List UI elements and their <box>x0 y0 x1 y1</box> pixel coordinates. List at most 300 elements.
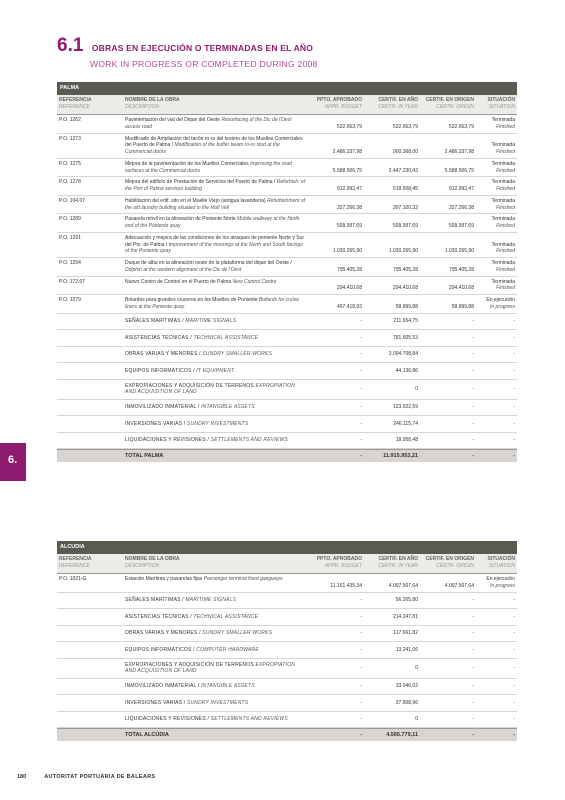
summary-es: ASISTENCIAS TÉCNICAS <box>125 334 189 341</box>
situation-en: Finished <box>496 266 515 273</box>
cert-year-value: 518.508,45 <box>392 186 418 192</box>
summary-budget: - <box>360 318 362 325</box>
row-situation <box>476 214 517 232</box>
table-row <box>57 277 517 296</box>
total-cert-origin: - <box>472 732 474 738</box>
region-bar: PALMA <box>57 82 517 95</box>
summary-cert-year: 214.247,81 <box>392 613 418 620</box>
summary-es: EQUIPOS INFORMÁTICOS <box>125 367 192 374</box>
row-desc-es: Bolardos para grandes cruceros en los Muelles de Poniente <box>125 297 258 303</box>
col-name <box>123 95 308 114</box>
summary-es: INVERSIONES VARIAS <box>125 420 183 427</box>
summary-cert-origin: - <box>472 630 474 637</box>
summary-description: INVERSIONES VARIAS / SUNDRY INVESTMENTS <box>125 420 249 427</box>
summary-description: OBRAS VARIAS Y MENORES / SUNDRY SMALLER WORKS <box>125 351 273 358</box>
cert-year-value: 4.097.507,64 <box>388 582 418 589</box>
page-footer <box>17 774 155 780</box>
row-budget <box>308 134 364 158</box>
row-ref: P.O. 1262 <box>59 117 81 123</box>
summary-ref-spacer <box>57 701 123 705</box>
row-budget <box>308 233 364 257</box>
summary-situation: - <box>513 437 515 444</box>
budget-value: 327.266,38 <box>336 204 362 211</box>
summary-budget: - <box>360 351 362 358</box>
col-ref-es: REFERENCIA <box>59 97 92 103</box>
summary-en: COMPUTER HARDWARE <box>196 646 259 653</box>
summary-en: SETTLEMENTS AND REVIEWS <box>210 437 288 444</box>
total-row <box>57 449 517 462</box>
budget-value: 509.997,69 <box>336 223 362 229</box>
summary-cert-origin: - <box>472 646 474 653</box>
table-row <box>57 258 517 277</box>
row-description <box>123 134 308 158</box>
row-cert-origin <box>420 177 476 195</box>
col-sit <box>476 95 517 114</box>
summary-ref-spacer <box>57 684 123 688</box>
summary-cert-origin: - <box>472 351 474 358</box>
summary-description <box>123 660 308 676</box>
summary-es: SEÑALES MARÍTIMAS <box>125 318 181 325</box>
row-budget <box>308 196 364 214</box>
table-row <box>57 159 517 178</box>
summary-row <box>57 642 517 659</box>
summary-ref-spacer <box>57 615 123 619</box>
row-desc-en: Refurbish. of the Port of Palma services building <box>125 179 306 192</box>
table-row <box>57 574 517 593</box>
budget-value: 11.161.435,34 <box>330 582 362 589</box>
row-desc-en: Modification of the buffer beam ro-ro stud at the Commercial docks <box>125 142 280 155</box>
row-ref: P.O. 1278 <box>59 179 81 186</box>
summary-situation: - <box>513 351 515 358</box>
row-cert-year <box>364 196 420 214</box>
summary-ref-spacer <box>57 422 123 426</box>
summary-cert-year: 44.136,86 <box>395 367 418 374</box>
summary-budget: - <box>360 437 362 444</box>
col-name <box>123 554 308 573</box>
summary-es: LIQUIDACIONES Y REVISIONES <box>125 716 206 723</box>
row-cert-origin <box>420 115 476 133</box>
row-desc-en: New Control Centre <box>232 278 277 285</box>
summary-cert-year: 246.115,74 <box>393 420 418 427</box>
row-ref: P.O. 104.07 <box>59 197 86 204</box>
summary-description <box>123 381 308 397</box>
section-number: 6.1 <box>57 35 84 56</box>
summary-es: INMOVILIZADO INMATERIAL <box>125 683 197 690</box>
total-row <box>57 728 517 741</box>
summary-en: EXPROPIATION AND ACQUISITION OF LAND <box>125 383 296 395</box>
summary-cert-year: 781.605,53 <box>392 334 418 341</box>
summary-situation: - <box>513 420 515 427</box>
summary-budget: - <box>360 646 362 653</box>
summary-es: EQUIPOS INFORMÁTICOS <box>125 646 192 653</box>
col-budget-en: APPR. BUDGET <box>324 103 362 110</box>
situation-en: Finished <box>496 149 515 155</box>
col-ref <box>57 554 123 573</box>
row-situation <box>476 277 517 295</box>
summary-budget: - <box>360 716 362 723</box>
col-budget <box>308 554 364 573</box>
column-header <box>57 95 517 115</box>
summary-es: EXPROPIACIONES Y ADQUISICIÓN DE TERRENOS <box>125 383 254 389</box>
row-budget <box>308 159 364 177</box>
cert-year-value: 307.100,32 <box>392 204 418 211</box>
summary-situation: - <box>513 665 515 671</box>
budget-value: 294.410,68 <box>336 285 362 292</box>
row-desc-en: Dolphin at the western alignment of the Dic de l'Oest <box>125 266 242 273</box>
row-budget <box>308 177 364 195</box>
row-ref: P.O. 1294 <box>59 260 81 266</box>
summary-row <box>57 380 517 400</box>
cert-origin-value: 532.663,79 <box>448 123 474 130</box>
cert-year-value: 1.030.265,90 <box>388 248 418 255</box>
summary-description: SEÑALES MARÍTIMAS / MARITIME SIGNALS <box>125 318 237 325</box>
row-ref: P.O. 1275 <box>59 160 81 167</box>
row-ref: P.O. 1273 <box>59 135 81 142</box>
table-row <box>57 134 517 159</box>
summary-situation: - <box>513 646 515 653</box>
total-cert-year: 11.915.953,21 <box>383 453 418 459</box>
summary-ref-spacer <box>57 352 123 356</box>
budget-value: 532.663,79 <box>336 123 362 130</box>
row-cert-year <box>364 295 420 313</box>
summary-situation: - <box>513 367 515 374</box>
page-number: 180 <box>17 774 27 780</box>
summary-en: EXPROPIATION AND ACQUISITION OF LAND <box>125 662 296 674</box>
row-budget <box>308 115 364 133</box>
summary-ref-spacer <box>57 631 123 635</box>
summary-row <box>57 593 517 610</box>
summary-ref-spacer <box>57 598 123 602</box>
cert-origin-value: 5.588.506,75 <box>444 167 474 174</box>
summary-situation: - <box>513 334 515 341</box>
budget-value: 5.588.506,75 <box>332 167 362 174</box>
row-cert-origin <box>420 258 476 276</box>
summary-ref-spacer <box>57 405 123 409</box>
section-title-en: WORK IN PROGRESS OR COMPLETED DURING 2008 <box>90 59 318 69</box>
summary-cert-origin: - <box>472 716 474 723</box>
col-certorig <box>420 95 476 114</box>
row-cert-year <box>364 277 420 295</box>
cert-origin-value: 294.410,68 <box>448 285 474 292</box>
row-description <box>123 196 308 214</box>
summary-description: SEÑALES MARÍTIMAS / MARITIME SIGNALS <box>125 597 237 604</box>
summary-situation: - <box>513 613 515 620</box>
summary-row <box>57 679 517 696</box>
row-situation <box>476 295 517 313</box>
summary-es: INVERSIONES VARIAS <box>125 699 183 706</box>
cert-year-value: 532.663,79 <box>392 123 418 130</box>
summary-cert-year: 0 <box>415 386 418 392</box>
col-certorig <box>420 554 476 573</box>
summary-en: SUNDRY SMALLER WORKS <box>202 351 273 358</box>
row-description <box>123 115 308 133</box>
summary-cert-origin: - <box>472 334 474 341</box>
row-cert-origin <box>420 159 476 177</box>
summary-cert-year: 0 <box>415 665 418 671</box>
summary-cert-year: 211.654,75 <box>393 318 418 325</box>
summary-budget: - <box>360 699 362 706</box>
summary-row <box>57 609 517 626</box>
col-name-en: DESCRIPTION <box>125 103 160 110</box>
summary-description: OBRAS VARIAS Y MENORES / SUNDRY SMALLER WORKS <box>125 630 273 637</box>
summary-ref-spacer <box>57 369 123 373</box>
summary-en: MARITIME SIGNALS <box>185 597 237 604</box>
summary-cert-year: 3.094.708,84 <box>388 351 418 358</box>
summary-budget: - <box>360 630 362 637</box>
summary-en: INTANGIBLE ASSETS <box>201 404 255 411</box>
row-situation <box>476 159 517 177</box>
total-label: TOTAL ALCÚDIA <box>125 732 169 738</box>
summary-es: EXPROPIACIONES Y ADQUISICIÓN DE TERRENOS <box>125 662 254 668</box>
total-cert-origin: - <box>472 453 474 459</box>
row-description <box>123 258 308 276</box>
cert-origin-value: 4.097.507,64 <box>444 582 474 589</box>
table-row <box>57 233 517 258</box>
summary-cert-origin: - <box>472 665 474 671</box>
situation-es: Terminada <box>491 179 515 186</box>
summary-situation: - <box>513 630 515 637</box>
summary-budget: - <box>360 386 362 392</box>
situation-es: Terminada <box>491 117 515 123</box>
summary-budget: - <box>360 597 362 604</box>
summary-situation: - <box>513 597 515 604</box>
col-ref-en: REFERENCE <box>59 103 90 110</box>
cert-year-value: 795.405,28 <box>392 266 418 273</box>
page-header <box>57 35 517 69</box>
col-sit-es: SITUACIÓN <box>487 97 515 103</box>
row-budget <box>308 258 364 276</box>
row-desc-es: Estación Marítima y pasarelas fijas <box>125 576 203 582</box>
summary-cert-year: 13.241,06 <box>395 646 418 653</box>
summary-description: LIQUIDACIONES Y REVISIONES / SETTLEMENTS AND REVIEWS <box>125 716 288 723</box>
cert-origin-value: 509.997,69 <box>448 223 474 229</box>
summary-description: LIQUIDACIONES Y REVISIONES / SETTLEMENTS AND REVIEWS <box>125 437 288 444</box>
row-cert-origin <box>420 134 476 158</box>
col-name-es: NOMBRE DE LA OBRA <box>125 556 180 562</box>
budget-value: 912.993,47 <box>336 186 362 192</box>
summary-cert-year: 123.922,59 <box>392 404 418 411</box>
summary-cert-year: 18.958,48 <box>395 437 418 444</box>
table-row <box>57 115 517 134</box>
summary-description: INVERSIONES VARIAS / SUNDRY INVESTMENTS <box>125 699 249 706</box>
row-description <box>123 177 308 195</box>
col-certorig-es: CERTIF. EN ORIGEN <box>425 97 474 103</box>
summary-description: INMOVILIZADO INMATERIAL / INTANGIBLE ASSETS <box>125 683 255 690</box>
row-situation <box>476 196 517 214</box>
cert-year-value: 294.410,68 <box>392 285 418 292</box>
summary-row <box>57 363 517 380</box>
row-ref: P.O. 172.07 <box>59 278 86 285</box>
row-cert-origin <box>420 196 476 214</box>
row-cert-origin <box>420 277 476 295</box>
region-bar: ALCUDIA <box>57 541 517 554</box>
row-budget <box>308 214 364 232</box>
summary-ref-spacer <box>57 717 123 721</box>
summary-en: INTANGIBLE ASSETS <box>201 683 255 690</box>
col-certyear-en: CERTIF. IN YEAR <box>377 562 418 569</box>
summary-cert-origin: - <box>472 367 474 374</box>
row-desc-en: Resurfacing of the Dic de l'Oest access road <box>125 117 292 130</box>
row-cert-year <box>364 574 420 592</box>
cert-origin-value: 2.486.337,98 <box>444 149 474 155</box>
situation-en: Finished <box>496 123 515 130</box>
summary-ref-spacer <box>57 438 123 442</box>
row-ref: P.O. 1291 <box>59 234 81 241</box>
summary-en: SETTLEMENTS AND REVIEWS <box>210 716 288 723</box>
situation-es: Terminada <box>491 197 515 204</box>
summary-row <box>57 659 517 679</box>
summary-budget: - <box>360 404 362 411</box>
row-cert-origin <box>420 574 476 592</box>
row-desc-en: Bollards for cruise liners at the Poniente quay <box>125 297 299 310</box>
col-sit <box>476 554 517 573</box>
situation-en: Finished <box>496 223 515 229</box>
row-ref: P.O. 1289 <box>59 216 81 223</box>
summary-row <box>57 347 517 364</box>
cert-origin-value: 327.266,38 <box>448 204 474 211</box>
summary-budget: - <box>360 683 362 690</box>
situation-en: Finished <box>496 248 515 255</box>
col-ref-en: REFERENCE <box>59 562 90 569</box>
total-budget: - <box>360 732 362 738</box>
row-desc-en: Improvement of the moorings at the North and South facings of the Poniente quay <box>125 241 303 255</box>
chapter-tab: 6. <box>0 443 26 481</box>
col-certorig-es: CERTIF. EN ORIGEN <box>425 556 474 562</box>
row-situation <box>476 233 517 257</box>
summary-cert-origin: - <box>472 683 474 690</box>
col-name-en: DESCRIPTION <box>125 562 160 569</box>
row-desc-en: Refurbishment of the old laundry building situated in the Moll Vell <box>125 197 306 211</box>
total-label: TOTAL PALMA <box>125 453 164 459</box>
col-sit-en: SITUATION <box>488 103 515 110</box>
summary-en: SUNDRY SMALLER WORKS <box>202 630 273 637</box>
summary-description: ASISTENCIAS TÉCNICAS / TECHNICAL ASSISTANCE <box>125 334 259 341</box>
table-row <box>57 214 517 233</box>
summary-row <box>57 695 517 712</box>
row-cert-origin <box>420 295 476 313</box>
summary-en: IT EQUIPMENT <box>196 367 235 374</box>
row-description <box>123 159 308 177</box>
situation-es: En ejecución <box>486 297 515 303</box>
budget-value: 497.418,93 <box>336 303 362 310</box>
situation-en: Finished <box>496 204 515 211</box>
table-row <box>57 295 517 314</box>
row-desc-es: Mejora de la pavimentación de los Muelles Comerciales <box>125 160 249 167</box>
summary-cert-origin: - <box>472 613 474 620</box>
summary-row <box>57 433 517 450</box>
row-situation <box>476 134 517 158</box>
row-cert-year <box>364 233 420 257</box>
summary-budget: - <box>360 334 362 341</box>
row-desc-en: Improving the road surfaces at the Commercial docks <box>125 160 292 174</box>
situation-es: Terminada <box>491 160 515 167</box>
summary-cert-year: 117.661,82 <box>393 630 418 637</box>
summary-situation: - <box>513 318 515 325</box>
row-description <box>123 295 308 313</box>
summary-es: LIQUIDACIONES Y REVISIONES <box>125 437 206 444</box>
col-certyear <box>364 95 420 114</box>
summary-en: TECHNICAL ASSISTANCE <box>193 613 259 620</box>
alcudia-table <box>57 541 517 741</box>
row-desc-es: Modificado de Ampliación del tacón ro-ro del testero de los Muelles Comerciales del Puerto de Palma / <box>125 135 303 149</box>
row-cert-year <box>364 115 420 133</box>
summary-en: SUNDRY INVESTMENTS <box>186 699 249 706</box>
total-cert-year: 4.565.779,11 <box>386 732 418 738</box>
row-cert-origin <box>420 214 476 232</box>
summary-cert-year: 0 <box>415 716 418 723</box>
cert-origin-value: 912.993,47 <box>448 186 474 192</box>
table-row <box>57 196 517 215</box>
summary-situation: - <box>513 683 515 690</box>
summary-ref-spacer <box>57 336 123 340</box>
summary-budget: - <box>360 420 362 427</box>
summary-en: MARITIME SIGNALS <box>185 318 237 325</box>
summary-es: OBRAS VARIAS Y MENORES <box>125 351 198 358</box>
col-certyear <box>364 554 420 573</box>
summary-cert-origin: - <box>472 404 474 411</box>
situation-es: Terminada <box>491 260 515 266</box>
situation-es: En ejecución <box>486 576 515 582</box>
col-sit-en: SITUATION <box>488 562 515 569</box>
col-certyear-es: CERTIF. EN AÑO <box>378 97 418 103</box>
row-ref: P.O. 1279 <box>59 297 81 303</box>
summary-situation: - <box>513 699 515 706</box>
summary-es: ASISTENCIAS TÉCNICAS <box>125 613 189 620</box>
summary-ref-spacer <box>57 648 123 652</box>
col-ref-es: REFERENCIA <box>59 556 92 562</box>
situation-es: Terminada <box>491 142 515 149</box>
table-row <box>57 177 517 196</box>
row-description <box>123 233 308 257</box>
col-name-es: NOMBRE DE LA OBRA <box>125 97 180 103</box>
col-budget-en: APPR. BUDGET <box>324 562 362 569</box>
cert-origin-value: 1.030.265,90 <box>444 248 474 255</box>
row-situation <box>476 115 517 133</box>
summary-cert-origin: - <box>472 437 474 444</box>
situation-en: In progress <box>489 303 515 310</box>
col-certorig-en: CERTIF. ORIGIN <box>436 562 474 569</box>
row-desc-es: Pasarela móvil en la alineación de Poniente Norte <box>125 216 236 223</box>
col-ref <box>57 95 123 114</box>
row-cert-year <box>364 177 420 195</box>
summary-en: SUNDRY INVESTMENTS <box>186 420 249 427</box>
summary-ref-spacer <box>57 387 123 391</box>
summary-row <box>57 330 517 347</box>
summary-ref-spacer <box>57 666 123 670</box>
row-desc-en: Passenger terminal fixed gangways <box>203 576 283 582</box>
summary-budget: - <box>360 613 362 620</box>
row-description <box>123 574 308 592</box>
summary-es: SEÑALES MARÍTIMAS <box>125 597 181 604</box>
col-budget <box>308 95 364 114</box>
cert-year-value: 509.997,69 <box>392 223 418 229</box>
summary-description: EQUIPOS INFORMÁTICOS / COMPUTER HARDWARE <box>125 646 259 653</box>
summary-cert-origin: - <box>472 699 474 706</box>
summary-description: ASISTENCIAS TÉCNICAS / TECHNICAL ASSISTANCE <box>125 613 259 620</box>
summary-cert-origin: - <box>472 420 474 427</box>
row-desc-es: Duque de alba en la alineación oeste de la plataforma del dique del Oeste / <box>125 260 292 266</box>
summary-situation: - <box>513 386 515 392</box>
row-desc-es: Pavimentación del vial del Dique del Oeste <box>125 117 221 123</box>
summary-es: OBRAS VARIAS Y MENORES <box>125 630 198 637</box>
summary-row <box>57 400 517 417</box>
budget-value: 2.486.337,98 <box>332 149 362 155</box>
situation-en: Finished <box>496 167 515 174</box>
cert-year-value: 58.899,88 <box>395 303 418 310</box>
row-cert-year <box>364 214 420 232</box>
summary-cert-year: 37.808,96 <box>395 699 418 706</box>
cert-year-value: 900.368,00 <box>392 149 418 155</box>
